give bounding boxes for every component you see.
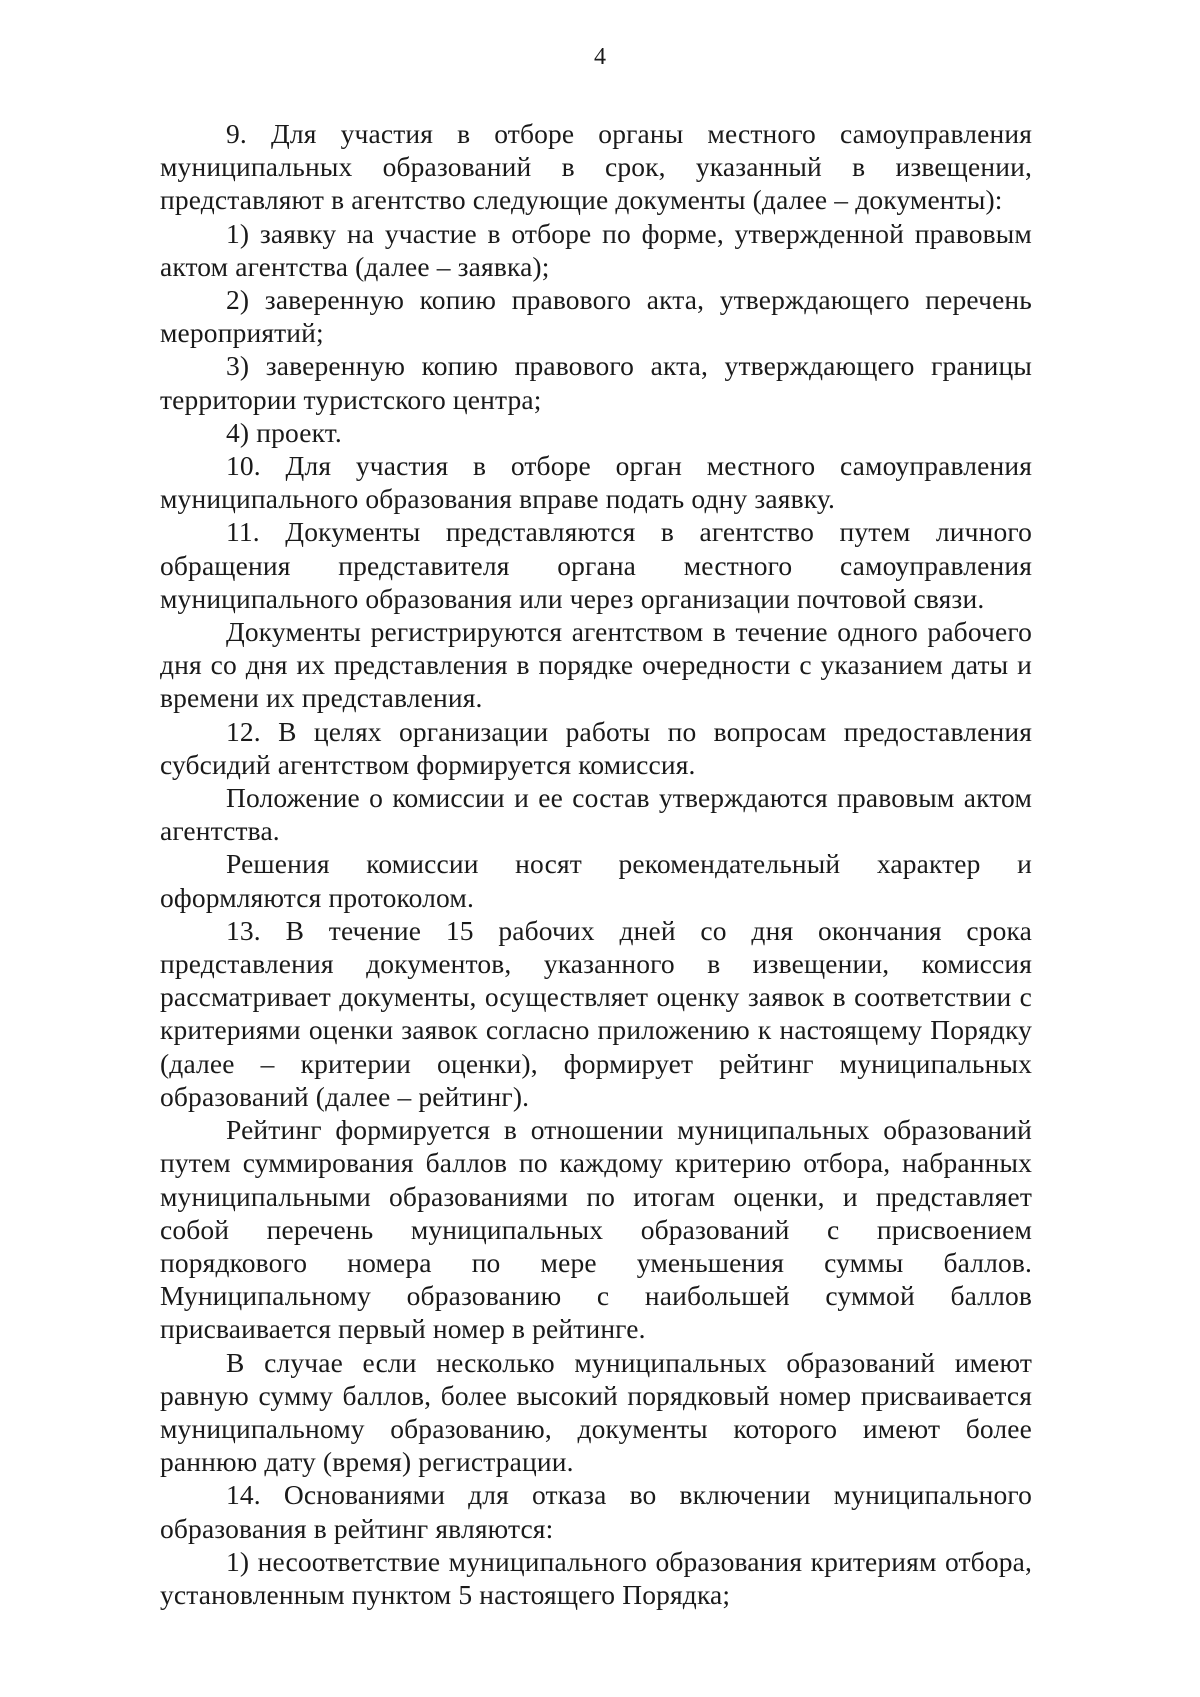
paragraph-11: 11. Документы представляются в агентство путем личного обращения представителя органа местного самоуправления муниципального образования или через организации почтовой связи. — [160, 516, 1032, 614]
paragraph-9-item-3: 3) заверенную копию правового акта, утверждающего границы территории туристского центра; — [160, 350, 1032, 415]
paragraph-13-rating: Рейтинг формируется в отношении муниципальных образований путем суммирования баллов по каждому критерию отбора, набранных муниципальными образованиями по итогам оценки, и представляет собой перечень муниципальных образований с присвоением порядкового номера по мере уменьшения суммы баллов. Муниципальному образованию с наибольшей суммой баллов присваивается первый номер в рейтинге. — [160, 1114, 1032, 1345]
paragraph-14-item-1: 1) несоответствие муниципального образования критериям отбора, установленным пунктом 5 настоящего Порядка; — [160, 1545, 1032, 1610]
paragraph-9-item-2: 2) заверенную копию правового акта, утверждающего перечень мероприятий; — [160, 284, 1032, 349]
paragraph-12: 12. В целях организации работы по вопросам предоставления субсидий агентством формируется комиссия. — [160, 715, 1032, 780]
paragraph-12-regulation: Положение о комиссии и ее состав утверждаются правовым актом агентства. — [160, 782, 1032, 847]
paragraph-14: 14. Основаниями для отказа во включении муниципального образования в рейтинг являются: — [160, 1479, 1032, 1544]
paragraph-9: 9. Для участия в отборе органы местного самоуправления муниципальных образований в срок, указанный в извещении, представляют в агентство следующие документы (далее – документы): — [160, 118, 1032, 216]
paragraph-9-item-4: 4) проект. — [226, 416, 342, 448]
paragraph-12-decisions: Решения комиссии носят рекомендательный характер и оформляются протоколом. — [160, 848, 1032, 913]
paragraph-13-equal-score: В случае если несколько муниципальных образований имеют равную сумму баллов, более высокий порядковый номер присваивается муниципальному образованию, документы которого имеют более раннюю дату (время) регистрации. — [160, 1346, 1032, 1478]
paragraph-9-item-1: 1) заявку на участие в отборе по форме, утвержденной правовым актом агентства (далее – заявка); — [160, 217, 1032, 282]
document-body — [160, 117, 1032, 1611]
paragraph-13: 13. В течение 15 рабочих дней со дня окончания срока представления документов, указанного в извещении, комиссия рассматривает документы, осуществляет оценку заявок в соответствии с критериями оценки заявок согласно приложению к настоящему Порядку (далее – критерии оценки), формирует рейтинг муниципальных образований (далее – рейтинг). — [160, 914, 1032, 1112]
paragraph-11-registration: Документы регистрируются агентством в течение одного рабочего дня со дня их представления в порядке очередности с указанием даты и времени их представления. — [160, 616, 1032, 714]
page-number: 4 — [594, 44, 606, 70]
paragraph-10: 10. Для участия в отборе орган местного самоуправления муниципального образования вправе подать одну заявку. — [160, 450, 1032, 515]
